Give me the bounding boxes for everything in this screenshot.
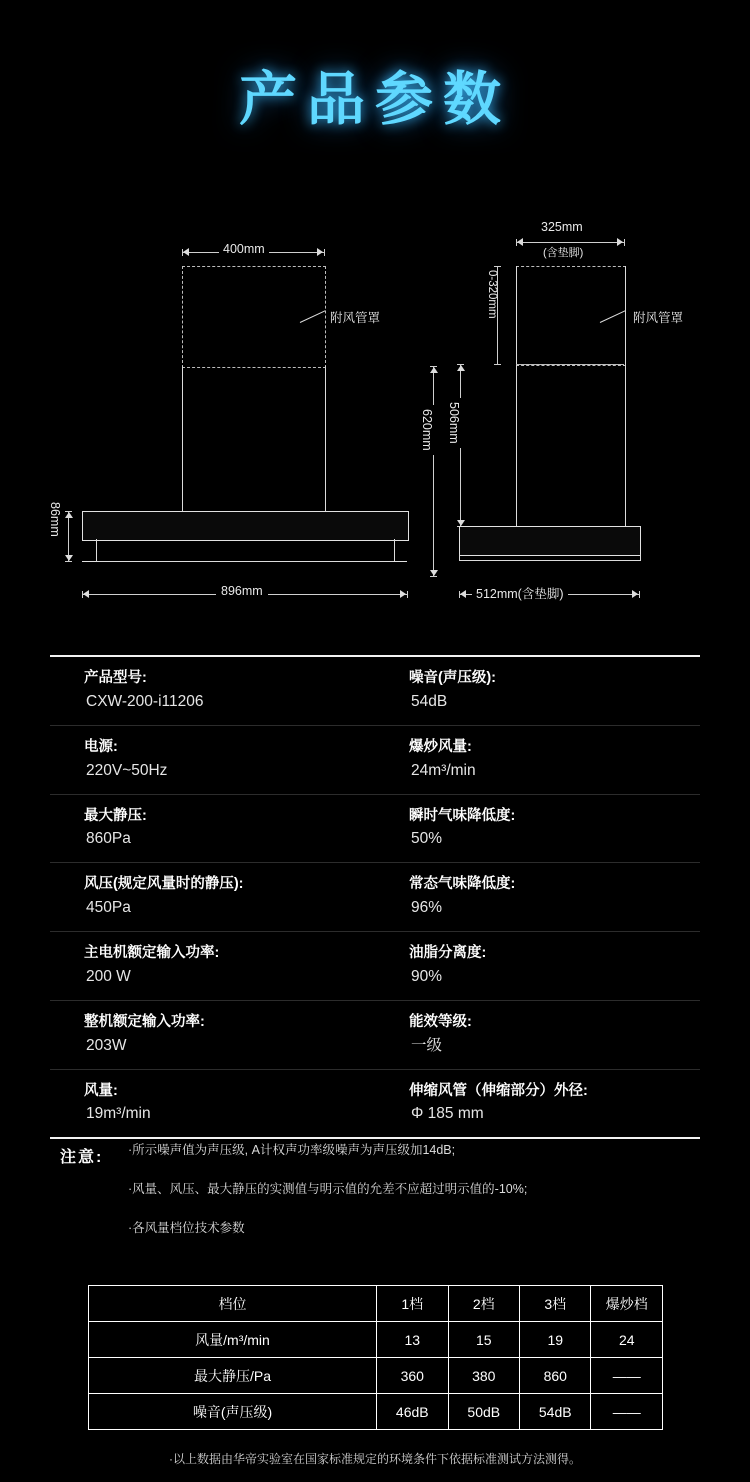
- front-bottom-width-label: 896mm: [216, 584, 268, 598]
- spec-cell: [50, 725, 375, 794]
- product-dimension-diagram: [0, 200, 750, 630]
- spec-cell: [375, 1000, 700, 1069]
- side-hood-foot: [459, 554, 641, 561]
- spec-key: 主电机额定输入功率:: [84, 945, 220, 962]
- spec-value: 50%: [411, 830, 443, 848]
- table-row: [89, 1322, 663, 1358]
- spec-cell: [50, 657, 375, 725]
- spec-value: 96%: [411, 899, 443, 917]
- grades-row-label: 最大静压/Pa: [89, 1358, 377, 1394]
- side-top-width-note: (含垫脚): [539, 244, 587, 260]
- front-duct-cover-label: 附风管罩: [330, 311, 381, 325]
- table-header-row: [89, 1286, 663, 1322]
- grades-cell: 13: [377, 1322, 448, 1358]
- side-bottom-arrow-right: [632, 590, 638, 598]
- spec-key: 爆炒风量:: [409, 738, 472, 755]
- front-height-arrow-up: [65, 512, 73, 518]
- spec-value: 220V~50Hz: [86, 761, 168, 779]
- spec-key: 油脂分离度:: [409, 945, 487, 962]
- grades-header-cell: 3档: [520, 1286, 591, 1322]
- grades-cell: ——: [591, 1394, 663, 1430]
- front-chimney: [182, 366, 326, 512]
- grades-row-label: 风量/m³/min: [89, 1322, 377, 1358]
- grades-cell: 360: [377, 1358, 448, 1394]
- front-top-width-label: 400mm: [219, 242, 269, 256]
- table-row: [50, 794, 700, 863]
- side-bottom-cap-right: [639, 591, 640, 598]
- overall-height-label: 620mm: [420, 405, 434, 455]
- page-title: 产品参数: [238, 67, 511, 132]
- notes-lead-label: 注意:: [60, 1149, 104, 1166]
- front-bottom-arrow-right: [400, 590, 406, 598]
- grades-cell: 19: [520, 1322, 591, 1358]
- spec-key: 最大静压:: [84, 807, 147, 824]
- overall-height-arrow-down: [430, 570, 438, 576]
- spec-key: 电源:: [84, 738, 118, 755]
- spec-cell: [375, 1069, 700, 1137]
- spec-value: 一级: [411, 1036, 443, 1054]
- side-duct-cover-label: 附风管罩: [633, 311, 684, 325]
- front-top-arrow-left: [183, 248, 189, 256]
- spec-key: 噪音(声压级):: [409, 670, 496, 686]
- front-top-dim-cap-right: [324, 249, 325, 256]
- grades-header-cell: 爆炒档: [591, 1286, 663, 1322]
- front-height-label: 86mm: [48, 502, 62, 537]
- spec-cell: [375, 863, 700, 932]
- grades-cell: 380: [448, 1358, 519, 1394]
- spec-key: 瞬时气味降低度:: [409, 807, 516, 824]
- spec-cell: [50, 1069, 375, 1137]
- grades-cell: 54dB: [520, 1394, 591, 1430]
- spec-cell: [375, 932, 700, 1001]
- side-hood-body: [459, 526, 641, 556]
- side-body-arrow-up: [457, 365, 465, 371]
- spec-cell: [375, 657, 700, 725]
- spec-value: Φ 185 mm: [411, 1105, 484, 1123]
- spec-key: 伸缩风管（伸缩部分）外径:: [409, 1082, 588, 1099]
- side-bottom-width-label: 512mm(含垫脚): [472, 584, 568, 602]
- grades-table: [88, 1285, 663, 1430]
- table-row: [89, 1394, 663, 1430]
- spec-value: CXW-200-i11206: [86, 692, 204, 710]
- spec-cell: [50, 863, 375, 932]
- side-top-width-label: 325mm: [541, 220, 583, 234]
- side-body-height-label: 506mm: [447, 398, 461, 448]
- spec-value: 450Pa: [86, 899, 131, 917]
- front-hood-body: [82, 511, 409, 541]
- grades-cell: 15: [448, 1322, 519, 1358]
- notes-list: [128, 1142, 688, 1259]
- spec-value: 860Pa: [86, 830, 131, 848]
- spec-key: 风量:: [84, 1082, 118, 1099]
- overall-height-arrow-up: [430, 367, 438, 373]
- front-hood-lip: [96, 539, 395, 562]
- spec-cell: [375, 794, 700, 863]
- specification-table: [50, 655, 700, 1139]
- spec-value: 54dB: [411, 692, 448, 710]
- front-bottom-arrow-left: [83, 590, 89, 598]
- overall-height-dim-line: [433, 366, 434, 576]
- side-top-dim-line: [516, 242, 624, 243]
- front-top-arrow-right: [317, 248, 323, 256]
- front-height-arrow-down: [65, 555, 73, 561]
- spec-cell: [375, 725, 700, 794]
- side-adjust-cap-top: [494, 266, 501, 267]
- side-adjust-cap-bottom: [494, 364, 501, 365]
- grades-cell: 50dB: [448, 1394, 519, 1430]
- side-top-cap-right: [624, 239, 625, 246]
- spec-key: 常态气味降低度:: [409, 876, 516, 893]
- list-item: ·所示噪声值为声压级, A计权声功率级噪声为声压级加14dB;: [128, 1143, 456, 1157]
- spec-key: 产品型号:: [84, 670, 147, 686]
- grades-header-cell: 档位: [89, 1286, 377, 1322]
- grades-cell: ——: [591, 1358, 663, 1394]
- spec-bottom-rule: [50, 1137, 700, 1139]
- spec-value: 90%: [411, 967, 443, 985]
- spec-value: 24m³/min: [411, 761, 476, 779]
- spec-value: 203W: [86, 1036, 127, 1054]
- side-top-arrow-right: [617, 238, 623, 246]
- table-row: [50, 657, 700, 725]
- list-item: ·风量、风压、最大静压的实测值与明示值的允差不应超过明示值的-10%;: [128, 1181, 528, 1196]
- front-height-cap-bottom: [65, 561, 72, 562]
- side-chimney: [516, 266, 626, 527]
- table-row: [50, 932, 700, 1001]
- grades-header-cell: 1档: [377, 1286, 448, 1322]
- table-row: [50, 1000, 700, 1069]
- front-duct-cover-dashed: [182, 266, 326, 368]
- grades-cell: 860: [520, 1358, 591, 1394]
- list-item: ·各风量档位技术参数: [128, 1220, 245, 1235]
- side-adjust-label: 0-320mm: [486, 270, 498, 319]
- spec-key: 整机额定输入功率:: [84, 1013, 205, 1030]
- footer-note: ·以上数据由华帝实验室在国家标准规定的环境条件下依据标准测试方法测得。: [169, 1452, 581, 1466]
- grades-cell: 46dB: [377, 1394, 448, 1430]
- front-lip-right: [393, 539, 407, 562]
- front-bottom-cap-right: [407, 591, 408, 598]
- table-row: [89, 1358, 663, 1394]
- spec-value: 200 W: [86, 967, 131, 985]
- spec-value: 19m³/min: [86, 1105, 151, 1123]
- table-row: [50, 1069, 700, 1137]
- table-row: [50, 725, 700, 794]
- spec-key: 能效等级:: [409, 1013, 472, 1030]
- side-top-arrow-left: [517, 238, 523, 246]
- side-bottom-arrow-left: [460, 590, 466, 598]
- grades-header-cell: 2档: [448, 1286, 519, 1322]
- table-row: [50, 863, 700, 932]
- spec-cell: [50, 1000, 375, 1069]
- overall-height-cap-bottom: [430, 576, 437, 577]
- spec-top-rule: [50, 655, 700, 657]
- grades-row-label: 噪音(声压级): [89, 1394, 377, 1430]
- front-height-dim-line: [68, 511, 69, 561]
- front-lip-left: [82, 539, 96, 562]
- spec-cell: [50, 932, 375, 1001]
- side-chimney-split: [516, 364, 624, 365]
- grades-cell: 24: [591, 1322, 663, 1358]
- spec-cell: [50, 794, 375, 863]
- spec-key: 风压(规定风量时的静压):: [84, 876, 244, 893]
